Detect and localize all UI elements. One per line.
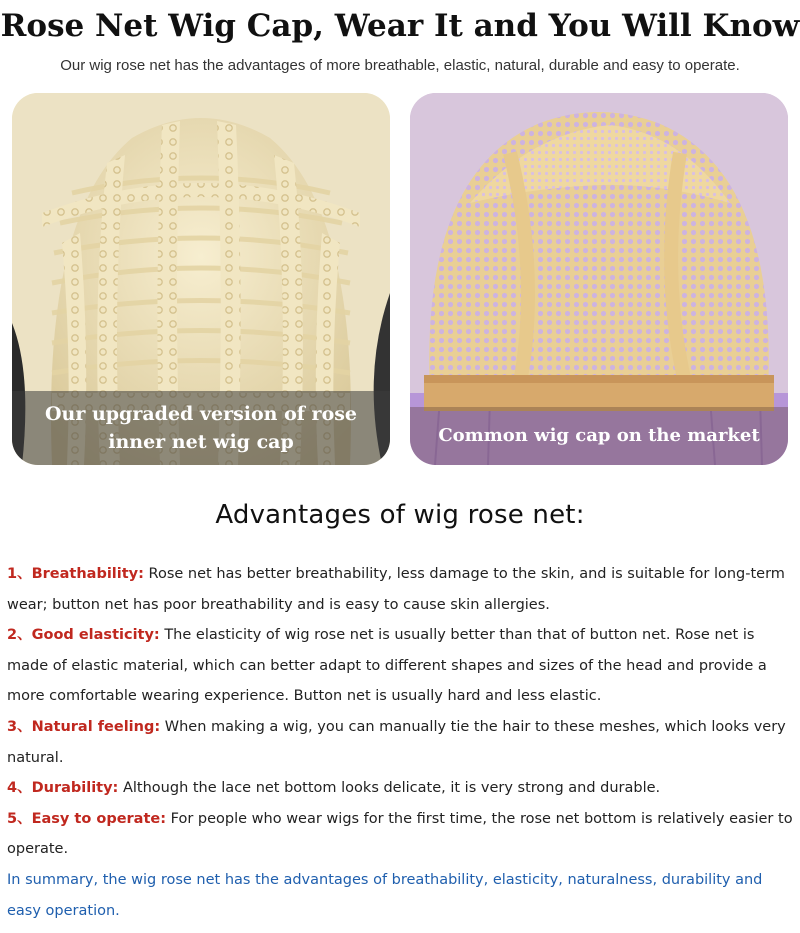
advantage-text: Rose net has better breathability, less damage to the skin, and is suitable for long-term wear; button net has poor breathability and is easy to cause skin allergies.	[7, 566, 785, 613]
advantages-summary: In summary, the wig rose net has the advantages of breathability, elasticity, naturalness, durability and easy operation.	[7, 871, 763, 919]
advantage-item-easy-to-operate	[7, 804, 795, 865]
page-title: Rose Net Wig Cap, Wear It and You Will Know	[0, 8, 800, 44]
advantage-text: When making a wig, you can manually tie the hair to these meshes, which looks very natural.	[7, 718, 786, 766]
advantage-label: Breathability:	[31, 566, 144, 582]
advantage-number: 2、	[7, 627, 32, 644]
page-subtitle: Our wig rose net has the advantages of more breathable, elastic, natural, durable and easy to operate.	[60, 57, 740, 74]
advantage-text: The elasticity of wig rose net is usually better than that of button net. Rose net is made of elastic material, which can better adapt to different shapes and sizes of the head and provide a more comfortable wearing experience. Button net is usually hard and less elastic.	[7, 627, 767, 705]
advantages-heading: Advantages of wig rose net:	[215, 500, 585, 530]
advantages-list	[7, 559, 795, 926]
common-cap-caption-text: Common wig cap on the market	[438, 425, 760, 446]
advantage-item-elasticity	[7, 620, 795, 712]
rose-net-caption-line1: Our upgraded version of rose	[44, 403, 358, 425]
common-cap-photo	[410, 93, 788, 465]
advantage-text: Although the lace net bottom looks delicate, it is very strong and durable.	[118, 780, 661, 797]
advantage-label: Good elasticity:	[31, 627, 160, 644]
advantage-item-breathability	[7, 559, 795, 620]
advantage-label: Easy to operate:	[31, 810, 167, 827]
advantage-label: Natural feeling:	[31, 718, 161, 735]
common-cap-caption	[410, 407, 788, 465]
advantage-number: 3、	[7, 718, 32, 735]
advantage-number: 1、	[7, 566, 32, 582]
rose-net-caption-line2: inner net wig cap	[108, 431, 294, 453]
rose-net-caption	[12, 391, 390, 465]
advantage-item-durability	[7, 773, 795, 804]
advantage-label: Durability:	[31, 780, 119, 797]
advantage-number: 4、	[7, 780, 32, 797]
advantage-item-natural-feeling	[7, 712, 795, 773]
rose-net-cap-photo	[12, 93, 390, 465]
advantage-number: 5、	[7, 810, 32, 827]
advantage-text: For people who wear wigs for the first time, the rose net bottom is relatively easier to operate.	[7, 810, 793, 858]
